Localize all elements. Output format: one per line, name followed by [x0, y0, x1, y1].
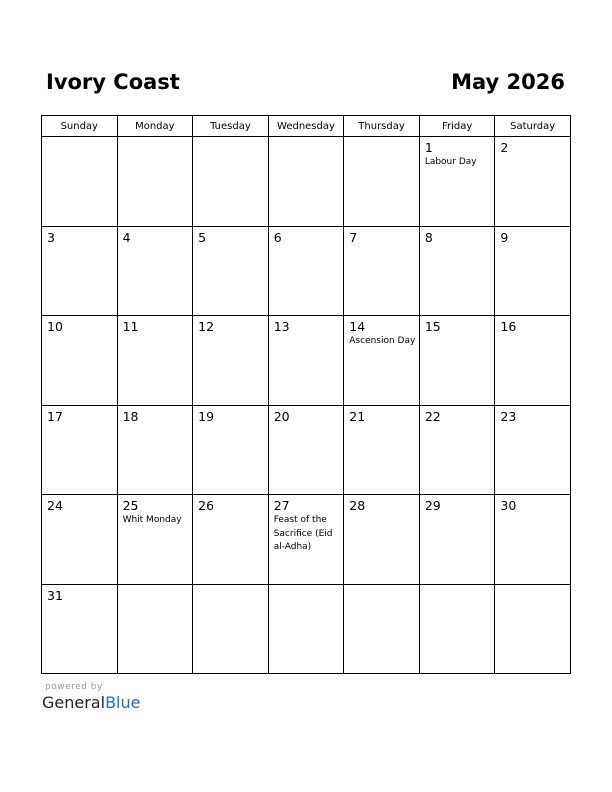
weekday-monday: Monday — [117, 116, 193, 137]
day-number: 9 — [500, 229, 509, 245]
week-row — [42, 226, 571, 316]
week-row — [42, 584, 571, 674]
day-cell — [193, 405, 269, 495]
day-cell — [117, 137, 193, 227]
day-cell — [268, 584, 344, 674]
weekday-header-row — [42, 116, 571, 137]
day-cell — [117, 405, 193, 495]
day-cell — [419, 226, 495, 316]
day-cell — [193, 495, 269, 585]
holiday-label: Feast of the Sacrifice (Eid al-Adha) — [273, 515, 333, 552]
day-cell — [42, 137, 118, 227]
day-cell — [193, 316, 269, 406]
holiday-label: Labour Day — [424, 157, 477, 167]
day-cell — [268, 316, 344, 406]
day-number: 6 — [273, 229, 282, 245]
day-cell — [344, 584, 420, 674]
day-cell — [42, 316, 118, 406]
day-number: 22 — [424, 408, 441, 424]
day-cell — [42, 405, 118, 495]
day-number: 15 — [424, 319, 441, 334]
week-row — [42, 405, 571, 495]
day-number: 29 — [424, 498, 441, 513]
day-number: 16 — [500, 319, 517, 334]
day-number: 11 — [122, 319, 139, 334]
day-cell — [193, 226, 269, 316]
day-number: 23 — [500, 408, 517, 424]
day-cell — [495, 316, 571, 406]
day-cell — [495, 226, 571, 316]
day-cell — [495, 405, 571, 495]
day-cell — [117, 584, 193, 674]
day-cell — [42, 584, 118, 674]
day-cell — [117, 316, 193, 406]
holiday-label: Whit Monday — [122, 515, 182, 525]
day-cell — [268, 405, 344, 495]
day-number: 5 — [198, 229, 207, 245]
day-cell — [495, 495, 571, 585]
day-cell — [419, 405, 495, 495]
weekday-wednesday: Wednesday — [268, 116, 344, 137]
day-number: 31 — [47, 587, 63, 603]
day-cell — [344, 316, 420, 406]
day-number: 20 — [273, 408, 290, 424]
day-cell — [193, 137, 269, 227]
week-row — [42, 137, 571, 227]
day-number: 25 — [122, 498, 139, 513]
day-number: 8 — [424, 229, 433, 245]
day-number: 10 — [47, 319, 63, 334]
country-title: Ivory Coast — [46, 70, 180, 94]
day-number: 27 — [273, 498, 290, 513]
calendar-grid — [41, 115, 571, 674]
day-number: 30 — [500, 498, 517, 513]
day-number: 7 — [349, 229, 358, 245]
day-cell — [495, 137, 571, 227]
day-cell — [42, 495, 118, 585]
day-number: 17 — [47, 408, 63, 424]
day-number: 13 — [273, 319, 290, 334]
weekday-saturday: Saturday — [495, 116, 571, 137]
day-cell — [419, 584, 495, 674]
day-cell — [268, 495, 344, 585]
month-year-title: May 2026 — [451, 70, 565, 94]
day-number: 2 — [500, 140, 509, 155]
day-cell — [495, 584, 571, 674]
day-cell — [344, 226, 420, 316]
day-cell — [419, 495, 495, 585]
day-number: 19 — [198, 408, 215, 424]
day-cell — [419, 316, 495, 406]
day-cell — [419, 137, 495, 227]
generalblue-logo — [42, 693, 140, 712]
holiday-label: Ascension Day — [349, 336, 416, 346]
day-number: 26 — [198, 498, 215, 513]
day-cell — [193, 584, 269, 674]
day-number: 4 — [122, 229, 131, 245]
powered-by-label: powered by — [45, 682, 103, 692]
weekday-tuesday: Tuesday — [193, 116, 269, 137]
day-cell — [268, 137, 344, 227]
weekday-sunday: Sunday — [42, 116, 118, 137]
day-number: 24 — [47, 498, 63, 513]
day-number: 28 — [349, 498, 366, 513]
day-cell — [344, 405, 420, 495]
week-row — [42, 495, 571, 585]
day-cell — [344, 137, 420, 227]
weekday-thursday: Thursday — [344, 116, 420, 137]
week-row — [42, 316, 571, 406]
day-cell — [268, 226, 344, 316]
day-cell — [42, 226, 118, 316]
day-cell — [344, 495, 420, 585]
day-cell — [117, 226, 193, 316]
brand-name-part1: General — [42, 693, 106, 712]
day-number: 21 — [349, 408, 366, 424]
day-number: 12 — [198, 319, 215, 334]
day-number: 14 — [349, 319, 366, 334]
day-number: 3 — [47, 229, 55, 245]
weekday-friday: Friday — [419, 116, 495, 137]
day-cell — [117, 495, 193, 585]
day-number: 18 — [122, 408, 139, 424]
day-number: 1 — [424, 140, 433, 155]
brand-name-part2: Blue — [105, 693, 141, 712]
